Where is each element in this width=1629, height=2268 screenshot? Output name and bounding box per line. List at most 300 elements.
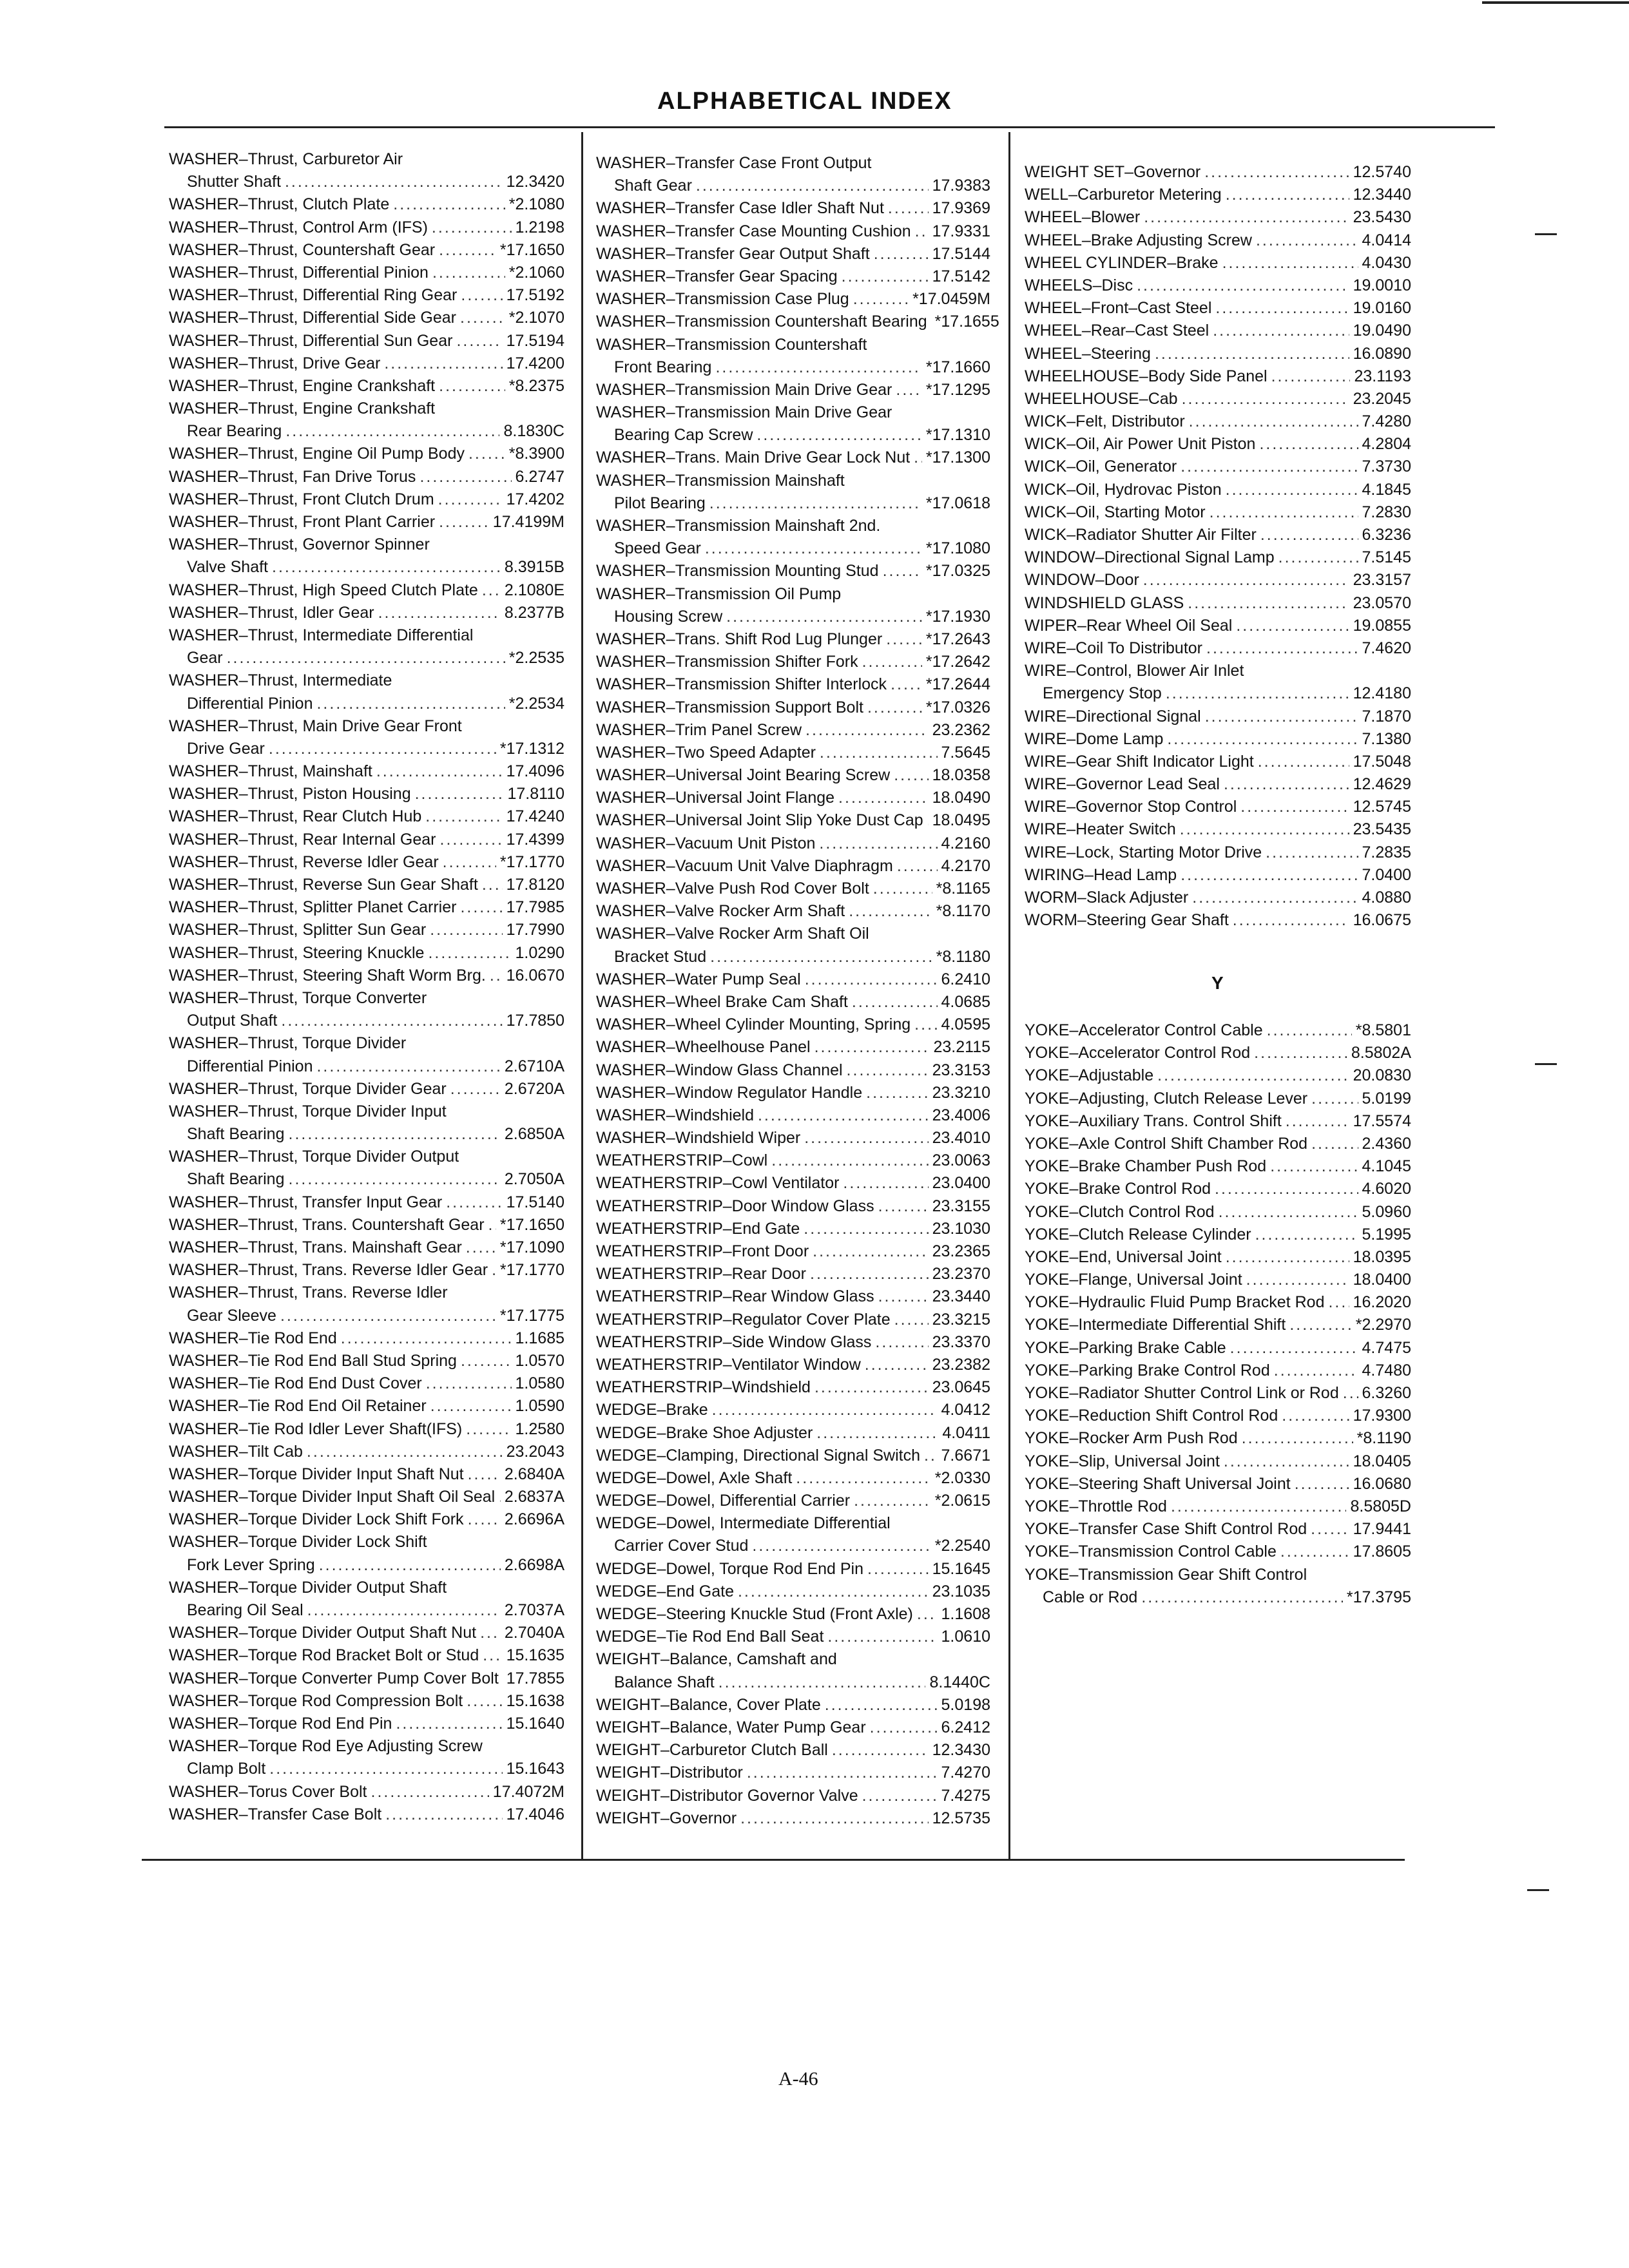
index-entry	[596, 1671, 990, 1694]
index-entry-label: WASHER–Transmission Countershaft	[596, 335, 867, 354]
index-entry	[596, 220, 990, 243]
index-entry	[596, 946, 990, 968]
index-entry	[1025, 1155, 1411, 1178]
index-entry	[596, 470, 990, 492]
index-entry-label: WASHER–Tie Rod End	[169, 1329, 337, 1347]
index-entry	[169, 1395, 564, 1418]
index-entry	[169, 760, 564, 783]
dot-leader	[316, 1055, 500, 1078]
index-entry	[169, 1622, 564, 1644]
index-entry-label: WEDGE–Dowel, Torque Rod End Pin	[596, 1559, 864, 1578]
index-entry	[1025, 365, 1411, 388]
index-entry-label: WIRE–Governor Stop Control	[1025, 798, 1237, 816]
dot-leader	[432, 216, 512, 239]
dot-leader	[1144, 206, 1349, 229]
index-entry-reference: 23.4010	[932, 1129, 990, 1148]
index-entry	[596, 288, 990, 311]
index-entry-label: WASHER–Wheelhouse Panel	[596, 1038, 811, 1057]
index-entry-reference: 17.8605	[1353, 1542, 1411, 1561]
dot-leader	[1137, 274, 1349, 297]
dot-leader	[480, 1622, 501, 1644]
index-entry-label: WEIGHT SET–Governor	[1025, 163, 1201, 181]
index-entry-reference: 7.1380	[1362, 729, 1411, 748]
index-entry-reference: 4.7475	[1362, 1338, 1411, 1357]
index-entry-label: YOKE–Hydraulic Fluid Pump Bracket Rod	[1025, 1293, 1325, 1312]
index-entry	[169, 1032, 564, 1055]
index-entry	[169, 420, 564, 443]
index-entry-label: YOKE–Throttle Rod	[1025, 1497, 1167, 1515]
index-entry-label: WHEELS–Disc	[1025, 276, 1133, 294]
index-entry-label: WASHER–Thrust, Reverse Idler Gear	[169, 852, 439, 871]
index-entry	[169, 1599, 564, 1622]
index-entry	[169, 488, 564, 511]
index-entry-label: WEATHERSTRIP–Windshield	[596, 1378, 811, 1397]
dot-leader	[439, 511, 489, 533]
index-entry	[1025, 1450, 1411, 1473]
index-entry-reference: 17.4399	[506, 830, 564, 849]
index-entry-reference: 6.2410	[941, 970, 990, 988]
index-entry-label: WASHER–Torque Converter Pump Cover Bolt	[169, 1669, 499, 1687]
index-entry-reference: 17.4200	[506, 354, 564, 372]
index-entry-label: WEATHERSTRIP–Side Window Glass	[596, 1332, 872, 1351]
index-entry-reference: 19.0490	[1353, 322, 1411, 340]
index-entry-label: WASHER–Tie Rod End Dust Cover	[169, 1374, 422, 1393]
index-entry-reference: 2.6720A	[504, 1079, 564, 1098]
index-entry	[1025, 501, 1411, 524]
index-entry-reference: *17.1080	[925, 539, 990, 558]
dot-leader	[1233, 909, 1349, 932]
index-entry-reference: 23.2043	[506, 1442, 564, 1461]
index-entry-label: WEDGE–End Gate	[596, 1582, 734, 1600]
index-entry-reference: 15.1635	[506, 1646, 564, 1665]
dot-leader	[1215, 297, 1349, 320]
index-entry	[596, 1422, 990, 1445]
index-entry-label: WEATHERSTRIP–Cowl	[596, 1151, 768, 1170]
index-entry-label: WIRE–Lock, Starting Motor Drive	[1025, 843, 1262, 861]
dot-leader	[1224, 773, 1349, 796]
dot-leader	[709, 492, 922, 515]
index-entry	[596, 515, 990, 537]
dot-leader	[1328, 1291, 1349, 1314]
dot-leader	[425, 805, 502, 828]
index-entry	[1025, 1314, 1411, 1336]
index-entry-reference: 23.2365	[932, 1242, 990, 1260]
dot-leader	[415, 783, 504, 805]
index-entry-reference: 2.4360	[1362, 1134, 1411, 1153]
dot-leader	[1311, 1088, 1358, 1110]
dot-leader	[1242, 1427, 1353, 1450]
index-entry-label: WASHER–Transfer Gear Spacing	[596, 267, 838, 285]
dot-leader	[813, 1240, 928, 1263]
index-entry-label: Cable or Rod	[1043, 1588, 1138, 1606]
index-entry	[596, 356, 990, 379]
dot-leader	[867, 1558, 929, 1581]
dot-leader	[1240, 796, 1349, 818]
index-entry-label: YOKE–Clutch Control Rod	[1025, 1202, 1215, 1221]
index-entry-reference: 4.1845	[1362, 480, 1411, 499]
index-entry	[596, 1195, 990, 1218]
dot-leader	[280, 1305, 496, 1327]
dot-leader	[874, 243, 929, 265]
index-entry-label: YOKE–Clutch Release Cylinder	[1025, 1225, 1251, 1244]
index-entry	[169, 239, 564, 262]
index-entry-label: WEIGHT–Distributor	[596, 1763, 743, 1782]
dot-leader	[439, 375, 505, 398]
dot-leader	[439, 239, 496, 262]
index-entry-label: Clamp Bolt	[187, 1760, 266, 1778]
index-entry-reference: *17.1770	[499, 1261, 564, 1280]
dot-leader	[710, 946, 932, 968]
index-entry	[1025, 773, 1411, 796]
dot-leader	[915, 220, 929, 243]
dot-leader	[385, 1803, 502, 1826]
index-entry	[596, 1762, 990, 1784]
index-entry-reference: 17.9441	[1353, 1520, 1411, 1539]
index-entry-label: WASHER–Vacuum Unit Valve Diaphragm	[596, 856, 893, 875]
index-entry	[596, 560, 990, 582]
index-entry-reference: 16.0670	[506, 966, 564, 985]
index-entry	[1025, 274, 1411, 297]
dot-leader	[467, 1690, 502, 1713]
index-entry-label: WASHER–Torque Rod Bracket Bolt or Stud	[169, 1646, 479, 1665]
dot-leader	[269, 738, 496, 760]
index-entry-label: WASHER–Torus Cover Bolt	[169, 1782, 367, 1801]
index-entry-label: WASHER–Thrust, Fan Drive Torus	[169, 467, 416, 486]
index-entry-label: WASHER–Torque Divider Output Shaft Nut	[169, 1624, 477, 1642]
index-entry-reference: 23.3155	[932, 1196, 990, 1215]
index-entry	[596, 991, 990, 1014]
dot-leader	[468, 443, 505, 465]
index-entry-reference: 6.3236	[1362, 526, 1411, 544]
index-entry	[1025, 796, 1411, 818]
dot-leader	[1188, 592, 1349, 615]
index-entry-label: WEDGE–Dowel, Differential Carrier	[596, 1492, 851, 1510]
index-entry-reference: *2.1080	[508, 195, 564, 214]
index-entry-label: WASHER–Thrust, Steering Knuckle	[169, 943, 425, 962]
dot-leader	[461, 1350, 512, 1372]
dot-leader	[1181, 864, 1358, 887]
index-entry-reference: 18.0490	[932, 789, 990, 807]
index-entry-label: WASHER–Thrust, Differential Side Gear	[169, 309, 456, 327]
index-entry	[596, 1376, 990, 1399]
dot-leader	[1210, 501, 1358, 524]
index-entry	[169, 1531, 564, 1553]
index-entry-label: WASHER–Thrust, Torque Converter	[169, 988, 427, 1007]
index-entry-label: WELL–Carburetor Metering	[1025, 186, 1222, 204]
index-entry	[596, 923, 990, 945]
index-entry-reference: 23.3370	[932, 1332, 990, 1351]
index-entry-reference: 7.4620	[1362, 639, 1411, 657]
dot-leader	[847, 1059, 929, 1082]
index-entry	[169, 1236, 564, 1259]
index-entry-reference: 4.0685	[941, 992, 990, 1011]
dot-leader	[815, 1036, 930, 1059]
dot-leader	[446, 1191, 502, 1214]
index-entry-reference: 12.5740	[1353, 163, 1411, 181]
dot-leader	[1260, 524, 1358, 546]
index-entry-label: WEDGE–Tie Rod End Ball Seat	[596, 1628, 824, 1646]
footer-rule	[142, 1859, 1405, 1861]
index-entry-label: YOKE–Accelerator Control Cable	[1025, 1021, 1263, 1039]
index-entry-label: WORM–Steering Gear Shaft	[1025, 911, 1229, 930]
dot-leader	[726, 606, 922, 628]
index-entry-label: YOKE–Transmission Control Cable	[1025, 1542, 1277, 1561]
dot-leader	[752, 1535, 930, 1557]
index-entry-label: WINDOW–Directional Signal Lamp	[1025, 548, 1275, 567]
dot-leader	[1180, 818, 1349, 841]
index-entry	[169, 1667, 564, 1690]
dot-leader	[712, 1399, 938, 1421]
dot-leader	[393, 193, 505, 216]
dot-leader	[816, 1422, 938, 1445]
index-entry-reference: 6.2412	[941, 1718, 990, 1736]
dot-leader	[1258, 751, 1349, 773]
index-entry	[169, 1644, 564, 1667]
index-entry	[169, 216, 564, 239]
index-entry	[1025, 1291, 1411, 1314]
index-entry-label: WICK–Oil, Hydrovac Piston	[1025, 480, 1222, 499]
index-entry-label: WASHER–Wheel Brake Cam Shaft	[596, 992, 848, 1011]
index-entry-label: YOKE–Brake Chamber Push Rod	[1025, 1157, 1267, 1176]
index-entry	[169, 1463, 564, 1486]
index-entry-label: YOKE–End, Universal Joint	[1025, 1247, 1222, 1266]
index-entry	[1025, 751, 1411, 773]
index-entry	[1025, 410, 1411, 433]
index-entry-reference: 7.4270	[941, 1763, 990, 1782]
dot-leader	[371, 1781, 489, 1803]
index-entry-reference: 2.6840A	[504, 1465, 564, 1483]
index-entry-label: WASHER–Torque Rod End Pin	[169, 1714, 392, 1733]
index-entry-reference: 23.2045	[1353, 389, 1411, 408]
index-entry-reference: 17.5194	[506, 331, 564, 350]
dot-leader	[771, 1149, 928, 1172]
index-entry-label: WASHER–Valve Rocker Arm Shaft	[596, 902, 845, 921]
dot-leader	[815, 1376, 929, 1399]
index-entry-reference: 23.4006	[932, 1106, 990, 1124]
index-entry-label: WASHER–Torque Divider Input Shaft Oil Seal	[169, 1488, 496, 1506]
index-entry-label: WASHER–Torque Divider Input Shaft Nut	[169, 1465, 464, 1483]
index-entry	[596, 1036, 990, 1059]
dot-leader	[757, 424, 922, 447]
index-entry-label: YOKE–Intermediate Differential Shift	[1025, 1316, 1286, 1334]
index-entry-reference: 23.1035	[932, 1582, 990, 1600]
index-entry-label: WASHER–Tilt Cab	[169, 1442, 303, 1461]
index-entry-label: WEIGHT–Balance, Cover Plate	[596, 1695, 821, 1714]
index-entry	[169, 829, 564, 851]
dot-leader	[758, 1104, 929, 1127]
index-entry-reference: 17.4046	[506, 1805, 564, 1823]
index-entry-reference: 18.0358	[932, 766, 990, 785]
index-entry	[596, 1535, 990, 1557]
index-entry-reference: 17.7850	[506, 1012, 564, 1030]
index-entry	[596, 1512, 990, 1535]
index-entry-reference: 15.1638	[506, 1691, 564, 1710]
index-entry-label: Speed Gear	[614, 539, 701, 558]
index-entry-reference: *8.2375	[508, 376, 564, 395]
index-entry-reference: 2.7040A	[504, 1624, 564, 1642]
index-entry-reference: 6.2747	[515, 467, 564, 486]
index-entry-label: WEDGE–Steering Knuckle Stud (Front Axle)	[596, 1605, 913, 1623]
index-entry-label: Shaft Bearing	[187, 1125, 285, 1144]
index-entry-label: WIRE–Governor Lead Seal	[1025, 775, 1220, 794]
index-entry	[169, 579, 564, 602]
index-entry-label: Bracket Stud	[614, 947, 707, 966]
index-entry-reference: 2.6837A	[504, 1488, 564, 1506]
index-entry-label: WASHER–Windshield	[596, 1106, 754, 1124]
index-entry	[169, 148, 564, 171]
index-entry-label: Bearing Cap Screw	[614, 426, 753, 445]
index-entry-label: WIRE–Directional Signal	[1025, 707, 1201, 726]
index-entry	[1025, 1224, 1411, 1246]
index-entry-label: WASHER–Transfer Case Front Output	[596, 154, 872, 172]
index-entry-label: WEATHERSTRIP–Regulator Cover Plate	[596, 1310, 891, 1329]
index-entry	[596, 1354, 990, 1376]
dot-leader	[482, 874, 503, 896]
index-entry-reference: 17.9369	[932, 199, 990, 218]
index-column-3-w	[1025, 161, 1411, 932]
index-entry	[1025, 1064, 1411, 1087]
dot-leader	[849, 900, 932, 923]
index-entry-reference: *17.1930	[925, 607, 990, 626]
dot-leader	[894, 764, 928, 787]
index-entry-label: WASHER–Valve Rocker Arm Shaft Oil	[596, 925, 869, 943]
index-entry-label: WASHER–Windshield Wiper	[596, 1129, 801, 1148]
index-entry-label: YOKE–Accelerator Control Rod	[1025, 1044, 1251, 1062]
index-entry	[169, 556, 564, 579]
index-entry	[596, 809, 990, 832]
index-entry	[596, 197, 990, 220]
index-entry-label: YOKE–Rocker Arm Push Rod	[1025, 1429, 1238, 1448]
index-entry	[169, 965, 564, 987]
index-entry-reference: *17.0325	[925, 562, 990, 581]
index-entry-reference: 8.5805D	[1350, 1497, 1411, 1515]
index-entry	[169, 466, 564, 488]
index-entry-reference: *17.0326	[925, 698, 990, 716]
index-entry-reference: 8.3915B	[504, 558, 564, 577]
index-entry-label: YOKE–Reduction Shift Control Rod	[1025, 1407, 1278, 1425]
dot-leader	[430, 1395, 512, 1418]
index-entry-label: YOKE–Axle Control Shift Chamber Rod	[1025, 1134, 1308, 1153]
index-entry-reference: 23.3153	[932, 1061, 990, 1079]
index-entry-label: WASHER–Transfer Case Mounting Cushion	[596, 222, 911, 240]
dot-leader	[1226, 184, 1349, 206]
index-entry-label: WHEEL–Front–Cast Steel	[1025, 299, 1212, 318]
index-entry-reference: 7.6671	[941, 1446, 990, 1465]
index-entry-reference: *17.1650	[499, 240, 564, 259]
index-entry	[596, 1807, 990, 1830]
dot-leader	[1282, 1405, 1349, 1427]
index-entry-label: YOKE–Auxiliary Trans. Control Shift	[1025, 1111, 1282, 1130]
dot-leader	[1155, 343, 1349, 365]
index-entry-label: YOKE–Parking Brake Cable	[1025, 1338, 1226, 1357]
dot-leader	[886, 628, 922, 651]
index-entry-reference: 4.0430	[1362, 253, 1411, 272]
index-entry	[169, 669, 564, 692]
index-entry	[169, 624, 564, 647]
dot-leader	[1226, 479, 1358, 501]
dot-leader	[891, 673, 922, 696]
index-entry-reference: 4.0880	[1362, 889, 1411, 907]
index-entry	[1025, 1427, 1411, 1450]
index-entry-label: WEIGHT–Governor	[596, 1809, 737, 1827]
index-entry	[596, 1626, 990, 1648]
index-entry	[169, 443, 564, 465]
index-entry-reference: 17.4199M	[492, 513, 564, 531]
dot-leader	[281, 1010, 502, 1032]
dot-leader	[1254, 1042, 1347, 1064]
dot-leader	[466, 1418, 511, 1441]
dot-leader	[804, 1218, 928, 1240]
index-entry-label: WHEEL–Blower	[1025, 208, 1141, 227]
index-entry-label: WASHER–Thrust, Clutch Plate	[169, 195, 390, 214]
dot-leader	[875, 1331, 928, 1354]
index-entry-label: WASHER–Thrust, Piston Housing	[169, 785, 411, 803]
index-column-2	[596, 152, 999, 1830]
index-entry-label: WASHER–Vacuum Unit Piston	[596, 834, 816, 852]
dot-leader	[715, 356, 921, 379]
dot-leader	[914, 447, 922, 469]
dot-leader	[1295, 1473, 1349, 1495]
index-entry-reference: *17.1312	[499, 739, 564, 758]
dot-leader	[1189, 410, 1358, 433]
index-entry	[169, 1758, 564, 1780]
index-entry	[596, 855, 990, 878]
index-entry-label: WASHER–Transmission Shifter Interlock	[596, 675, 887, 694]
index-entry	[1025, 1110, 1411, 1133]
dot-leader	[316, 693, 505, 715]
index-entry-label: WEDGE–Brake	[596, 1401, 708, 1419]
dot-leader	[285, 171, 503, 193]
index-entry	[596, 537, 990, 560]
index-entry	[596, 878, 990, 900]
index-entry-label: WASHER–Trans. Shift Rod Lug Plunger	[596, 629, 883, 648]
index-entry	[596, 1445, 990, 1467]
dot-leader	[1311, 1133, 1358, 1155]
dot-leader	[1230, 1337, 1358, 1360]
index-entry	[596, 1082, 990, 1104]
index-entry-label: YOKE–Adjustable	[1025, 1066, 1154, 1085]
index-entry	[169, 1418, 564, 1441]
index-entry-label: Pilot Bearing	[614, 494, 706, 512]
index-entry	[596, 628, 990, 651]
dot-leader	[852, 991, 938, 1014]
index-entry-label: WASHER–Transmission Main Drive Gear	[596, 403, 892, 422]
dot-leader	[456, 330, 502, 352]
index-entry	[1025, 706, 1411, 728]
column-divider-2	[1008, 132, 1010, 1859]
index-entry-label: YOKE–Slip, Universal Joint	[1025, 1452, 1220, 1470]
index-entry-reference: 16.2020	[1353, 1293, 1411, 1312]
index-entry-label: WASHER–Transfer Case Idler Shaft Nut	[596, 199, 884, 218]
dot-leader	[440, 829, 503, 851]
index-entry-reference: 2.6698A	[504, 1555, 564, 1574]
index-entry-label: WASHER–Torque Divider Output Shaft	[169, 1578, 447, 1597]
index-entry	[596, 152, 990, 175]
index-entry	[596, 265, 990, 288]
dot-leader	[396, 1713, 502, 1735]
index-entry-reference: 17.5048	[1353, 752, 1411, 771]
index-entry-reference: 2.6696A	[504, 1510, 564, 1529]
index-entry-reference: *17.1775	[499, 1306, 564, 1325]
index-entry	[169, 1168, 564, 1191]
dot-leader	[853, 288, 909, 311]
margin-mark	[1535, 1063, 1557, 1065]
dot-leader	[1267, 1019, 1352, 1042]
index-entry-reference: 23.0645	[932, 1378, 990, 1397]
index-entry-label: WASHER–Thrust, Front Clutch Drum	[169, 490, 434, 508]
index-entry-label: WASHER–Thrust, Splitter Planet Carrier	[169, 898, 457, 917]
index-entry-reference: *17.2644	[925, 675, 990, 694]
